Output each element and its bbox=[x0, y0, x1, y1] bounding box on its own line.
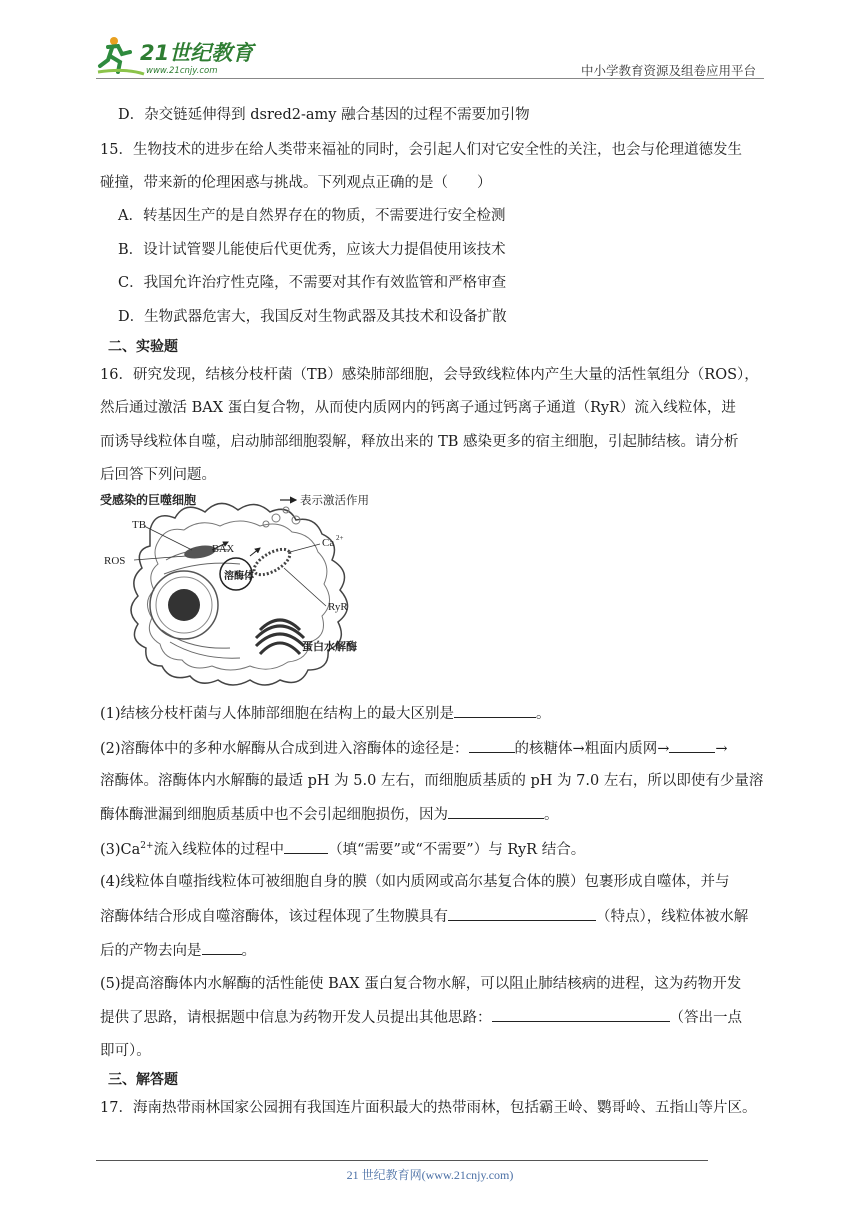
q16-part-2-text-b: 的核糖体→粗面内质网→ bbox=[514, 741, 670, 757]
q16-part-5-line-2 bbox=[100, 1007, 742, 1028]
label-tb: TB bbox=[132, 519, 147, 531]
logo bbox=[96, 34, 266, 78]
svg-text:21世纪教育: 21世纪教育 bbox=[140, 41, 254, 65]
footer-divider bbox=[96, 1160, 708, 1161]
label-bax: BAX bbox=[212, 544, 235, 555]
q16-part-2-line-2: 溶酶体。溶酶体内水解酶的最适 pH 为 5.0 左右，而细胞质基质的 pH 为 7.0 左右，所以即使有少量溶 bbox=[100, 773, 764, 789]
macrophage-diagram bbox=[100, 490, 400, 690]
q15-option-c: C．我国允许治疗性克隆，不需要对其作有效监管和严格审查 bbox=[118, 275, 507, 291]
q15-stem-2: 碰撞，带来新的伦理困惑与挑战。下列观点正确的是（ ） bbox=[100, 175, 492, 191]
answer-blank[interactable] bbox=[669, 738, 715, 753]
header-divider bbox=[96, 78, 764, 79]
nucleolus bbox=[168, 589, 200, 621]
q17-stem-1: 17．海南热带雨林国家公园拥有我国连片面积最大的热带雨林，包括霸王岭、鹦哥岭、五指山等片区。 bbox=[100, 1100, 757, 1116]
label-ca: Ca bbox=[322, 537, 335, 549]
answer-blank[interactable] bbox=[469, 738, 515, 753]
figure-title: 受感染的巨噬细胞 bbox=[100, 493, 197, 507]
q15-option-b: B．设计试管婴儿能使后代更优秀，应该大力提倡使用该技术 bbox=[118, 242, 506, 258]
q16-stem-4: 后回答下列问题。 bbox=[100, 467, 216, 483]
q16-part-5-line-3: 即可）。 bbox=[100, 1043, 151, 1059]
q16-part-3-charge: 2+ bbox=[140, 841, 154, 852]
figure-legend: 表示激活作用 bbox=[300, 493, 369, 507]
label-ros: ROS bbox=[104, 555, 126, 567]
header-platform-name: 中小学教育资源及组卷应用平台 bbox=[580, 63, 756, 78]
q15-stem-1: 15．生物技术的进步在给人类带来福祉的同时，会引起人们对它安全性的关注，也会与伦理道德发生 bbox=[100, 142, 742, 158]
q16-part-5-line-1: (5)提高溶酶体内水解酶的活性能使 BAX 蛋白复合物水解，可以阻止肺结核病的进程，这为药物开发 bbox=[100, 976, 742, 992]
label-ca-charge: 2+ bbox=[336, 534, 344, 542]
q16-part-4-text: 溶酶体结合形成自噬溶酶体，该过程体现了生物膜具有 bbox=[100, 909, 448, 925]
answer-blank[interactable] bbox=[448, 804, 544, 819]
label-protease: 蛋白水解酶 bbox=[302, 640, 357, 653]
label-ryr: RyR bbox=[328, 601, 348, 613]
answer-blank[interactable] bbox=[454, 703, 536, 718]
answer-blank[interactable] bbox=[202, 940, 242, 955]
q16-part-4-line-1: (4)线粒体自噬指线粒体可被细胞自身的膜（如内质网或高尔基复合体的膜）包裹形成自噬体，并与 bbox=[100, 874, 730, 890]
q16-part-4-line-3 bbox=[100, 940, 256, 961]
q16-part-2-arrow: → bbox=[715, 741, 728, 757]
svg-text:www.21cnjy.com: www.21cnjy.com bbox=[146, 66, 218, 76]
q16-stem-1: 16．研究发现，结核分枝杆菌（TB）感染肺部细胞，会导致线粒体内产生大量的活性氧组分（ROS）， bbox=[100, 367, 759, 383]
q16-part-5-text: 提供了思路，请根据题中信息为药物开发人员提出其他思路： bbox=[100, 1010, 492, 1026]
q16-part-2-line-1 bbox=[100, 738, 728, 759]
q16-part-3-ca: (3)Ca bbox=[100, 842, 141, 858]
q16-part-1-text: (1)结核分枝杆菌与人体肺部细胞在结构上的最大区别是 bbox=[100, 706, 455, 722]
answer-blank[interactable] bbox=[492, 1007, 670, 1022]
q14-option-d: D．杂交链延伸得到 dsred2-amy 融合基因的过程不需要加引物 bbox=[118, 107, 530, 123]
q16-part-3-text-b: （填“需要”或“不需要”）与 RyR 结合。 bbox=[328, 842, 586, 858]
q16-part-2-text-c: 酶体酶泄漏到细胞质基质中也不会引起细胞损伤，因为 bbox=[100, 807, 448, 823]
q16-part-3-text: 流入线粒体的过程中 bbox=[153, 842, 285, 858]
label-lysosome: 溶酶体 bbox=[224, 571, 254, 582]
q16-stem-2: 然后通过激活 BAX 蛋白复合物，从而使内质网内的钙离子通过钙离子通道（RyR）流入线粒体，进 bbox=[100, 400, 736, 416]
golgi-apparatus bbox=[256, 620, 304, 654]
section-heading-experiment: 二、实验题 bbox=[108, 339, 178, 355]
answer-blank[interactable] bbox=[284, 839, 328, 854]
q16-part-2-line-3 bbox=[100, 804, 559, 825]
q16-stem-3: 而诱导线粒体自噬，启动肺部细胞裂解，释放出来的 TB 感染更多的宿主细胞，引起肺结核。请分析 bbox=[100, 434, 739, 450]
q16-part-1 bbox=[100, 703, 551, 724]
page-footer: 21 世纪教育网(www.21cnjy.com) bbox=[346, 1168, 514, 1182]
q16-part-3 bbox=[100, 839, 585, 860]
q16-part-4-text-c: 后的产物去向是 bbox=[100, 943, 202, 959]
q16-part-4-text-b: （特点），线粒体被水解 bbox=[596, 909, 749, 925]
page-header bbox=[96, 34, 764, 80]
q16-part-1-end: 。 bbox=[536, 706, 551, 722]
q16-part-4-line-2 bbox=[100, 906, 748, 927]
q15-option-a: A．转基因生产的是自然界存在的物质，不需要进行安全检测 bbox=[118, 208, 506, 224]
q16-part-2-end: 。 bbox=[544, 807, 559, 823]
q16-part-5-text-b: （答出一点 bbox=[669, 1010, 742, 1026]
q16-part-4-end: 。 bbox=[241, 943, 256, 959]
runner-icon bbox=[98, 37, 144, 74]
q15-option-d: D．生物武器危害大，我国反对生物武器及其技术和设备扩散 bbox=[118, 309, 507, 325]
q16-part-2-text: (2)溶酶体中的多种水解酶从合成到进入溶酶体的途径是： bbox=[100, 741, 469, 757]
answer-blank[interactable] bbox=[448, 906, 596, 921]
section-heading-answer: 三、解答题 bbox=[108, 1072, 178, 1088]
